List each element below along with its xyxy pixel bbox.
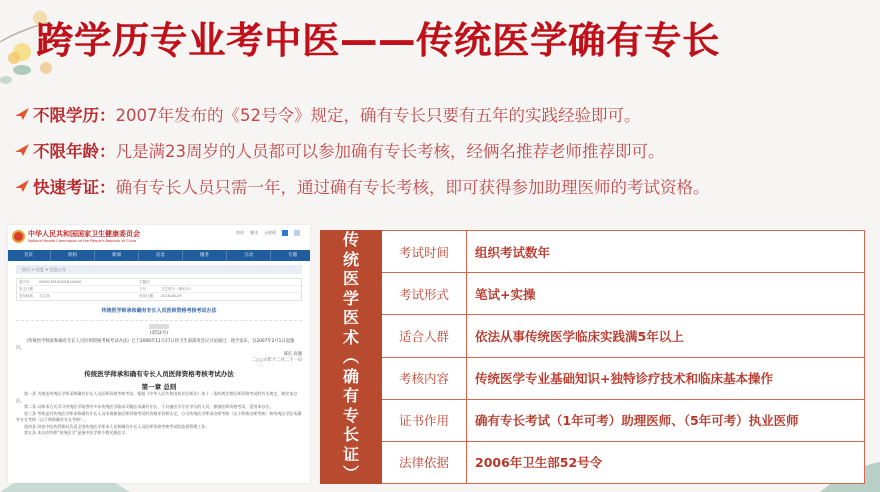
doc-meta-row — [17, 293, 301, 300]
side-char: 医 — [342, 308, 359, 328]
paper-plane-icon — [14, 107, 30, 121]
bullet-item — [14, 96, 874, 132]
doc-org-name-en: National Health Commission of the People's Republic of China — [28, 239, 137, 243]
paper-plane-icon — [14, 179, 30, 193]
row-key: 考试形式 — [382, 273, 467, 314]
doc-article: 第一条 为规范传统医学师承和确有专长人员医师资格考核考试，根据《中华人民共和国执业医师法》第十一条的规定和医师资格考试的有关规定，制定本办法。 — [16, 391, 298, 403]
row-value: 笔试+实操 — [475, 286, 536, 302]
side-char: 专 — [342, 405, 359, 425]
doc-article: 第四条 国家中医药管理局负责全国传统医学师承人员和确有专长人员医师资格考核考试的监督管理工作。 — [24, 423, 210, 429]
font-size-button-alt[interactable] — [294, 230, 300, 236]
doc-chapter: 第一章 总则 — [141, 383, 177, 391]
table-row — [382, 358, 864, 400]
doc-article: 第二条 以师承方式学习传统医学或者经多年传统医学临床实践医术确有专长、不具备医学专业学历的人员，参加医师资格考试，适用本办法。 — [24, 404, 274, 409]
row-key: 适合人群 — [382, 315, 467, 356]
doc-order-number: (第52号) — [149, 331, 169, 336]
meta-key: 发布日期 — [139, 294, 153, 298]
paper-plane-icon — [14, 143, 30, 157]
table-row — [382, 273, 864, 315]
doc-nav-org[interactable]: 机构 — [51, 250, 95, 261]
doc-nav-info[interactable]: 信息 — [139, 250, 183, 261]
row-value: 传统医学专业基础知识+独特诊疗技术和临床基本操作 — [475, 371, 773, 387]
bullet-text: 2007年发布的《52号令》规定，确有专长只要有五年的实践经验即可。 — [115, 106, 641, 125]
meta-value: 卫生部令（第52号） — [161, 287, 194, 291]
doc-heading: 传统医学师承和确有专长人员医师资格考核考试办法 — [84, 370, 234, 378]
side-char: 学 — [342, 288, 359, 308]
side-char: 有 — [342, 386, 359, 406]
bullet-label: 快速考证： — [33, 178, 116, 197]
row-value: 2006年卫生部52号令 — [475, 455, 603, 471]
meta-value: 卫生部 — [39, 294, 50, 298]
doc-subject-title: 传统医学师承和确有专长人员医师资格考核考试办法 — [101, 308, 217, 314]
doc-tool-accessibility[interactable]: 无障碍 — [264, 230, 276, 235]
meta-key: 文号 — [139, 287, 146, 291]
meta-key: 主题词 — [139, 280, 150, 284]
doc-intro: 《传统医学师承和确有专长人员医师资格考核考试办法》已于2006年11月27日经卫生部部务会议讨论通过，现予发布，自2007年2月1日起施行。 — [16, 339, 295, 351]
info-table-body — [382, 230, 865, 484]
bullet-label: 不限学历： — [33, 106, 116, 125]
national-emblem-icon — [12, 230, 25, 243]
doc-article: 第五条 本办法所称“传统医学”是指中医学和少数民族医学。 — [24, 430, 130, 435]
meta-key: 发布机构 — [19, 294, 33, 298]
doc-meta-row — [17, 286, 301, 293]
table-row — [382, 231, 864, 273]
divider — [16, 320, 302, 321]
meta-value: 2018-08-29 — [161, 294, 182, 298]
bullet-list — [14, 96, 874, 204]
doc-signer: 部长 高强 — [283, 352, 302, 357]
side-char: ︶ — [342, 464, 359, 484]
meta-key: 发文日期 — [19, 287, 33, 291]
row-key: 考试时间 — [382, 231, 467, 272]
meta-value: 000013610/2018-00040 — [39, 280, 82, 284]
bullet-item — [14, 132, 874, 168]
meta-key: 索引号 — [19, 280, 30, 284]
doc-meta-row — [17, 279, 301, 286]
doc-sign-date: 二○○六年十二月二十一日 — [251, 358, 302, 363]
row-key: 法律依据 — [382, 442, 467, 483]
row-key: 证书作用 — [382, 400, 467, 441]
doc-nav-bar — [8, 250, 310, 261]
bullet-label: 不限年龄： — [33, 142, 116, 161]
doc-tool-traditional[interactable]: 繁体 — [250, 230, 258, 235]
doc-nav-news[interactable]: 新闻 — [95, 250, 139, 261]
side-char: 确 — [342, 366, 359, 386]
doc-article: 第三条 考核是对传统医学师承和确有专长人员申请参加医师资格考试的资格评价和认定，分为传统医学师承出师考核（以下简称出师考核）和传统医学医术确有专长考核（以下简称确有专长考核）。 — [16, 410, 302, 422]
doc-org-name: 中华人民共和国国家卫生健康委员会 — [28, 230, 140, 238]
side-char: ︵ — [342, 347, 359, 367]
row-key: 考核内容 — [382, 358, 467, 399]
doc-nav-topics[interactable]: 专题 — [271, 250, 310, 261]
side-char: 医 — [342, 269, 359, 289]
side-char: 长 — [342, 425, 359, 445]
row-value: 依法从事传统医学临床实践满5年以上 — [475, 328, 684, 344]
row-value: 确有专长考试（1年可考）助理医师、（5年可考）执业医师 — [475, 413, 799, 429]
doc-breadcrumb: 首页 > 信息 > 信息公开 — [16, 265, 302, 274]
side-char: 传 — [342, 230, 359, 250]
doc-nav-home[interactable]: 首页 — [8, 250, 51, 261]
certificate-info-table — [320, 230, 865, 484]
table-row — [382, 400, 864, 442]
table-row — [382, 315, 864, 357]
doc-tool-simplified[interactable]: 简体 — [236, 230, 244, 235]
row-value: 组织考试数年 — [475, 244, 551, 260]
side-char: 术 — [342, 327, 359, 347]
regulation-document-screenshot — [8, 225, 310, 483]
doc-nav-service[interactable]: 服务 — [183, 250, 227, 261]
bullet-text: 凡是满23周岁的人员都可以参加确有专长考核，经俩名推荐老师推荐即可。 — [115, 142, 665, 161]
side-char: 证 — [342, 444, 359, 464]
bullet-text: 确有专长人员只需一年，通过确有专长考核，即可获得参加助理医师的考试资格。 — [115, 178, 710, 197]
doc-tools — [236, 230, 300, 236]
doc-nav-interact[interactable]: 互动 — [227, 250, 271, 261]
bullet-item — [14, 168, 874, 204]
redacted-block — [149, 324, 169, 329]
doc-header — [8, 225, 310, 249]
meta-value — [161, 279, 301, 285]
table-row — [382, 442, 864, 483]
page-title: 跨学历专业考中医——传统医学确有专长 — [36, 19, 720, 62]
info-side-label — [320, 230, 382, 484]
doc-meta-table — [16, 278, 302, 301]
font-size-button[interactable] — [282, 230, 288, 236]
side-char: 统 — [342, 249, 359, 269]
meta-value — [39, 286, 139, 292]
